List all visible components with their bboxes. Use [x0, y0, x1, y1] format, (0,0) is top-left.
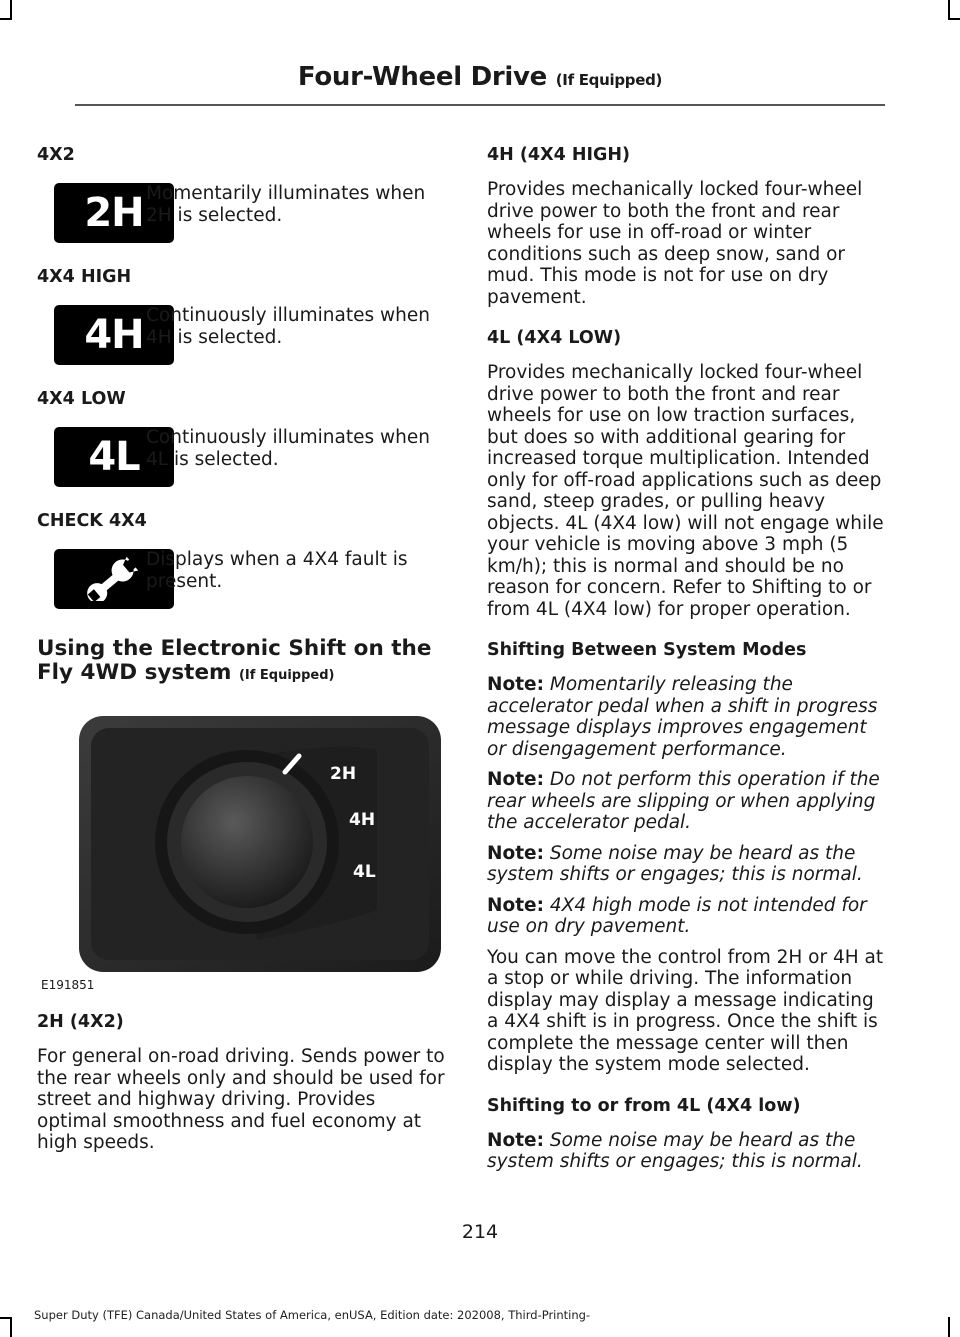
note-label: Note:: [487, 1129, 544, 1151]
indicator-4x2: [37, 145, 445, 257]
indicator-heading: CHECK 4X4: [37, 511, 147, 531]
note-label: Note:: [487, 894, 544, 916]
dial-label-2h: 2H: [330, 764, 357, 784]
note-text: Do not perform this operation if the rear wheels are slipping or when applying the accelerator pedal.: [487, 769, 880, 833]
4l-indicator-icon: 4L: [54, 427, 174, 487]
indicator-4x4-high: [37, 267, 445, 379]
4wd-control-dial-image: [37, 710, 447, 990]
indicator-description: Continuously illuminates when 4L is selected.: [146, 427, 430, 470]
crop-mark: [948, 18, 960, 20]
note: [487, 769, 887, 834]
right-column: [487, 145, 887, 1173]
indicator-description: Continuously illuminates when 4H is selected.: [146, 305, 430, 348]
figure-code: E191851: [41, 978, 95, 992]
indicator-heading: 4X4 HIGH: [37, 267, 132, 287]
note-text: Some noise may be heard as the system shifts or engages; this is normal.: [487, 1129, 863, 1172]
mode-2h-text: For general on-road driving. Sends power to the rear wheels only and should be used for street and highway driving. Provides optimal smoothness and fuel economy at high speeds.: [37, 1046, 445, 1153]
crop-mark: [0, 18, 12, 20]
note: [487, 843, 887, 886]
page-number: 214: [461, 1221, 499, 1243]
note-text: 4X4 high mode is not intended for use on dry pavement.: [487, 894, 867, 937]
mode-4h-heading: 4H (4X4 HIGH): [487, 145, 631, 165]
4wd-selector-figure: [37, 710, 447, 990]
note-text: Some noise may be heard as the system shifts or engages; this is normal.: [487, 842, 863, 885]
mode-2h-heading: 2H (4X2): [37, 1012, 124, 1032]
footer-edition-text: Super Duty (TFE) Canada/United States of America, enUSA, Edition date: 202008, Third-Printing-: [34, 1308, 591, 1322]
note: [487, 1130, 887, 1173]
mode-4l-heading: 4L (4X4 LOW): [487, 328, 622, 348]
crop-mark: [948, 1317, 950, 1337]
indicator-heading: 4X4 LOW: [37, 389, 126, 409]
crop-mark: [10, 0, 12, 20]
section-title-suffix: (If Equipped): [238, 668, 335, 683]
crop-mark: [948, 0, 950, 20]
indicator-heading: 4X2: [37, 145, 75, 165]
note: [487, 895, 887, 938]
note-label: Note:: [487, 674, 544, 695]
dial-label-4h: 4H: [349, 810, 376, 830]
page-title-suffix: (If Equipped): [555, 71, 663, 89]
indicator-description: Momentarily illuminates when 2H is selected.: [146, 183, 426, 226]
page-title: [0, 62, 960, 92]
mode-4h-text: Provides mechanically locked four-wheel drive power to both the front and rear wheels for use in off-road or winter conditions such as deep snow, sand or mud. This mode is not for use on dry pavement.: [487, 179, 863, 308]
header-divider: [75, 104, 885, 106]
crop-mark: [0, 1317, 12, 1319]
4h-indicator-icon: 4H: [54, 305, 174, 365]
indicator-check-4x4: [37, 511, 445, 623]
2h-indicator-icon: 2H: [54, 183, 174, 243]
note: [487, 674, 887, 760]
note-text: Momentarily releasing the accelerator pedal when a shift in progress message displays improves engagement or disengagement performance.: [487, 674, 878, 760]
shifting-heading: Shifting Between System Modes: [487, 640, 807, 660]
note-label: Note:: [487, 842, 544, 864]
section-title: [37, 637, 445, 688]
indicator-4x4-low: [37, 389, 445, 501]
crop-mark: [10, 1317, 12, 1337]
indicator-description: Displays when a 4X4 fault is present.: [146, 549, 408, 592]
shifting-4l-heading: Shifting to or from 4L (4X4 low): [487, 1095, 801, 1116]
mode-4l-text: Provides mechanically locked four-wheel drive power to both the front and rear wheels for use on low traction surfaces, but does so with additional gearing for increased torque multiplication. Intended only for off-road applications such as deep sand, steep grades, or pulling heavy objects. 4L (4X4 low) will not engage while your vehicle is moving above 3 mph (5 km/h); this is normal and should be no reason for concern. Refer to Shifting to or from 4L (4X4 low) for proper operation.: [487, 362, 884, 620]
page-title-text: Four-Wheel Drive: [297, 62, 547, 92]
shifting-text: You can move the control from 2H or 4H at a stop or while driving. The information display may display a message indicating a 4X4 shift is in progress. Once the shift is complete the message center will then display the system mode selected.: [487, 946, 884, 1075]
dial-label-4l: 4L: [353, 862, 376, 882]
section-title-text: Using the Electronic Shift on the Fly 4WD system: [37, 636, 432, 685]
left-column: [37, 145, 445, 1154]
note-label: Note:: [487, 769, 544, 790]
